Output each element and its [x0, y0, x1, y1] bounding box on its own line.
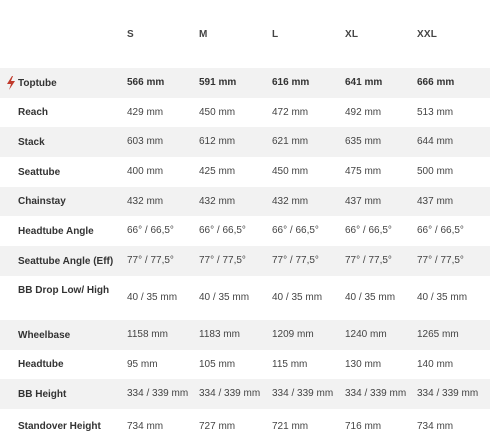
cell-xxl: 334 / 339 mm [417, 388, 479, 399]
cell-xl: 77° / 77,5° [345, 255, 392, 266]
table-row [0, 320, 490, 350]
cell-m: 77° / 77,5° [199, 255, 246, 266]
cell-l: 334 / 339 mm [272, 388, 334, 399]
cell-s: 429 mm [127, 106, 164, 118]
row-label: Headtube Angle [18, 225, 94, 237]
size-header-xl: XL [345, 29, 359, 40]
table-row [0, 157, 490, 187]
size-header-s: S [127, 29, 134, 40]
cell-l: 40 / 35 mm [272, 292, 323, 303]
cell-l: 77° / 77,5° [272, 255, 319, 266]
size-header-l: L [272, 29, 279, 40]
cell-xl: 475 mm [345, 166, 382, 177]
table-row [0, 379, 490, 409]
cell-xxl: 513 mm [417, 106, 454, 118]
cell-m: 591 mm [199, 77, 237, 88]
cell-l: 621 mm [272, 136, 309, 147]
cell-s: 400 mm [127, 166, 164, 177]
row-label: Headtube [18, 359, 64, 370]
cell-xxl: 666 mm [417, 77, 455, 88]
cell-l: 432 mm [272, 195, 309, 207]
size-header-xxl: XXL [417, 29, 438, 40]
cell-m: 40 / 35 mm [199, 292, 250, 303]
cell-xl: 716 mm [345, 420, 382, 432]
row-label: BB Drop Low/ High [18, 285, 110, 296]
cell-m: 425 mm [199, 166, 236, 177]
cell-xxl: 1265 mm [417, 329, 459, 340]
lightning-bolt-icon [6, 76, 16, 90]
cell-s: 566 mm [127, 77, 165, 88]
cell-l: 472 mm [272, 106, 309, 118]
cell-s: 334 / 339 mm [127, 388, 189, 399]
cell-xxl: 140 mm [417, 358, 454, 370]
cell-m: 66° / 66,5° [199, 225, 246, 236]
row-label: Standover Height [18, 421, 101, 432]
cell-s: 40 / 35 mm [127, 292, 178, 303]
cell-xxl: 500 mm [417, 166, 454, 177]
row-label: BB Height [18, 388, 67, 400]
table-row [0, 276, 490, 320]
cell-s: 1158 mm [127, 329, 168, 340]
table-row [0, 187, 490, 216]
cell-xl: 492 mm [345, 106, 382, 118]
cell-xl: 66° / 66,5° [345, 225, 392, 236]
cell-s: 734 mm [127, 420, 164, 432]
size-header-row [0, 0, 490, 68]
cell-m: 1183 mm [199, 329, 240, 340]
cell-xl: 334 / 339 mm [345, 388, 407, 399]
table-row [0, 68, 490, 98]
cell-m: 727 mm [199, 420, 236, 432]
cell-xl: 130 mm [345, 358, 382, 370]
cell-l: 66° / 66,5° [272, 225, 319, 236]
cell-l: 115 mm [272, 358, 308, 370]
cell-l: 1209 mm [272, 329, 314, 340]
table-row [0, 98, 490, 127]
cell-xxl: 66° / 66,5° [417, 225, 464, 236]
table-row [0, 350, 490, 379]
row-label: Reach [18, 107, 49, 118]
cell-xl: 635 mm [345, 136, 382, 147]
cell-xxl: 437 mm [417, 195, 454, 207]
table-row [0, 409, 490, 444]
cell-xxl: 734 mm [417, 420, 454, 432]
row-label: Chainstay [18, 196, 66, 207]
row-label: Wheelbase [18, 329, 71, 341]
cell-s: 95 mm [127, 358, 158, 370]
table-row [0, 127, 490, 157]
cell-s: 432 mm [127, 195, 164, 207]
cell-s: 77° / 77,5° [127, 255, 174, 266]
size-header-m: M [199, 29, 208, 40]
cell-xxl: 77° / 77,5° [417, 255, 464, 266]
cell-l: 450 mm [272, 166, 309, 177]
cell-m: 612 mm [199, 136, 236, 147]
cell-xl: 1240 mm [345, 329, 387, 340]
row-label: Stack [18, 136, 45, 148]
cell-s: 603 mm [127, 136, 164, 147]
cell-m: 450 mm [199, 106, 236, 118]
table-row [0, 246, 490, 276]
cell-m: 105 mm [199, 358, 236, 370]
cell-m: 432 mm [199, 195, 236, 207]
cell-xl: 437 mm [345, 195, 382, 207]
cell-xl: 641 mm [345, 77, 383, 88]
cell-xxl: 644 mm [417, 136, 454, 147]
row-label: Toptube [18, 77, 57, 89]
row-label: Seattube Angle (Eff) [18, 255, 114, 267]
cell-xxl: 40 / 35 mm [417, 292, 468, 303]
cell-l: 721 mm [272, 420, 309, 432]
table-row [0, 216, 490, 246]
cell-l: 616 mm [272, 77, 310, 88]
cell-xl: 40 / 35 mm [345, 292, 396, 303]
cell-s: 66° / 66,5° [127, 225, 174, 236]
row-label: Seattube [18, 166, 61, 178]
cell-m: 334 / 339 mm [199, 388, 261, 399]
